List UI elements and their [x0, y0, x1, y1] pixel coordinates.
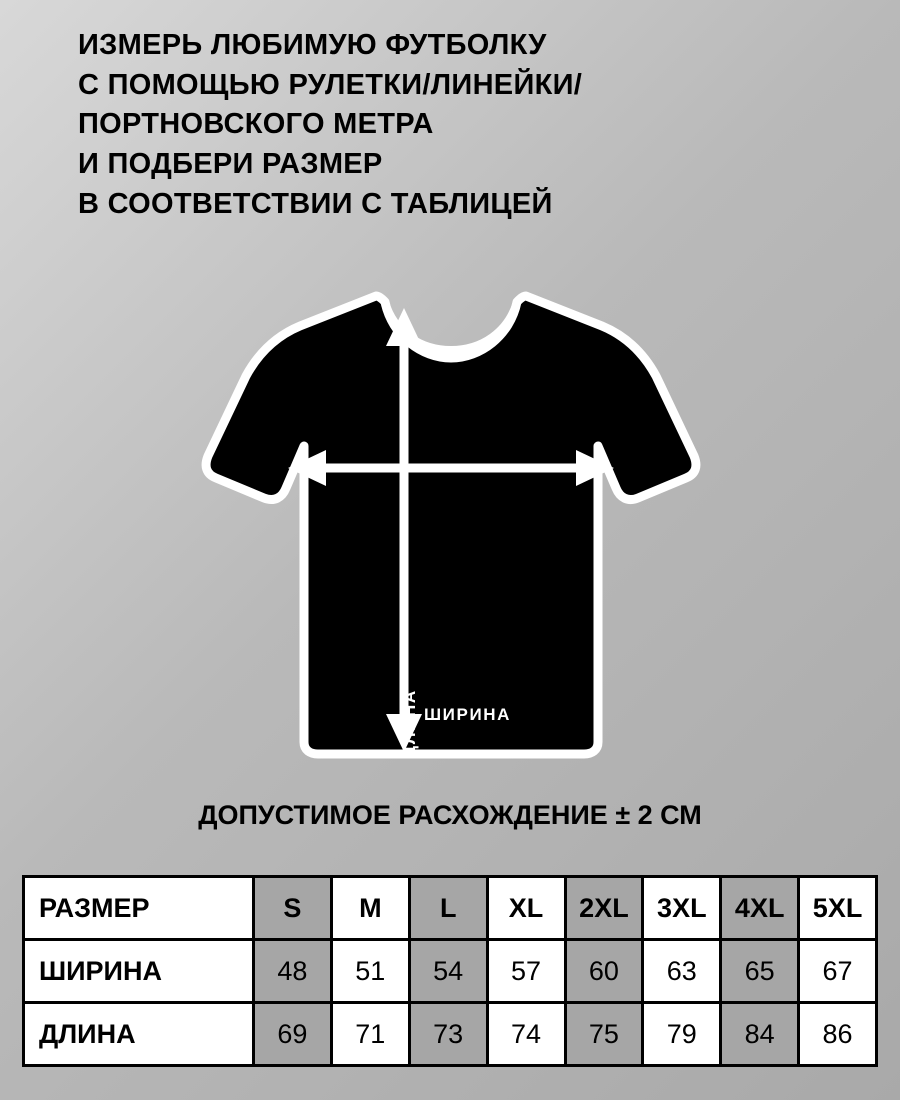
- length-cell-4xl: 84: [721, 1003, 799, 1066]
- tshirt-diagram: [0, 280, 900, 780]
- width-cell-5xl: 67: [799, 940, 877, 1003]
- size-cell-4xl: 4XL: [721, 877, 799, 940]
- row-header-size: РАЗМЕР: [24, 877, 254, 940]
- row-header-width: ШИРИНА: [24, 940, 254, 1003]
- heading-line-4: И ПОДБЕРИ РАЗМЕР: [78, 148, 383, 181]
- size-cell-l: L: [409, 877, 487, 940]
- width-dimension-label: ШИРИНА: [424, 705, 512, 724]
- tshirt-shape: [206, 296, 696, 754]
- table-row-sizes: [24, 877, 877, 940]
- length-cell-l: 73: [409, 1003, 487, 1066]
- size-cell-2xl: 2XL: [565, 877, 643, 940]
- width-cell-2xl: 60: [565, 940, 643, 1003]
- size-cell-5xl: 5XL: [799, 877, 877, 940]
- length-cell-m: 71: [331, 1003, 409, 1066]
- length-cell-xl: 74: [487, 1003, 565, 1066]
- table-row-width: [24, 940, 877, 1003]
- tolerance-note: ДОПУСТИМОЕ РАСХОЖДЕНИЕ ± 2 СМ: [198, 800, 702, 830]
- tshirt-illustration: [180, 280, 720, 760]
- heading-line-1: ИЗМЕРЬ ЛЮБИМУЮ ФУТБОЛКУ: [78, 29, 547, 61]
- length-cell-5xl: 86: [799, 1003, 877, 1066]
- length-cell-s: 69: [254, 1003, 332, 1066]
- length-cell-3xl: 79: [643, 1003, 721, 1066]
- width-cell-4xl: 65: [721, 940, 799, 1003]
- width-cell-m: 51: [331, 940, 409, 1003]
- instruction-heading: [78, 26, 838, 225]
- row-header-length: ДЛИНА: [24, 1003, 254, 1066]
- heading-line-3: ПОРТНОВСКОГО МЕТРА: [78, 108, 434, 141]
- size-cell-3xl: 3XL: [643, 877, 721, 940]
- length-dimension-label: ДЛИНА: [400, 689, 419, 758]
- size-cell-s: S: [254, 877, 332, 940]
- heading-line-2: С ПОМОЩЬЮ РУЛЕТКИ/ЛИНЕЙКИ/: [78, 68, 583, 101]
- width-cell-3xl: 63: [643, 940, 721, 1003]
- table-row-length: [24, 1003, 877, 1066]
- width-cell-xl: 57: [487, 940, 565, 1003]
- width-cell-l: 54: [409, 940, 487, 1003]
- size-table: [22, 875, 878, 1067]
- length-cell-2xl: 75: [565, 1003, 643, 1066]
- width-cell-s: 48: [254, 940, 332, 1003]
- size-cell-xl: XL: [487, 877, 565, 940]
- heading-line-5: В СООТВЕТСТВИИ С ТАБЛИЦЕЙ: [78, 187, 553, 220]
- size-cell-m: M: [331, 877, 409, 940]
